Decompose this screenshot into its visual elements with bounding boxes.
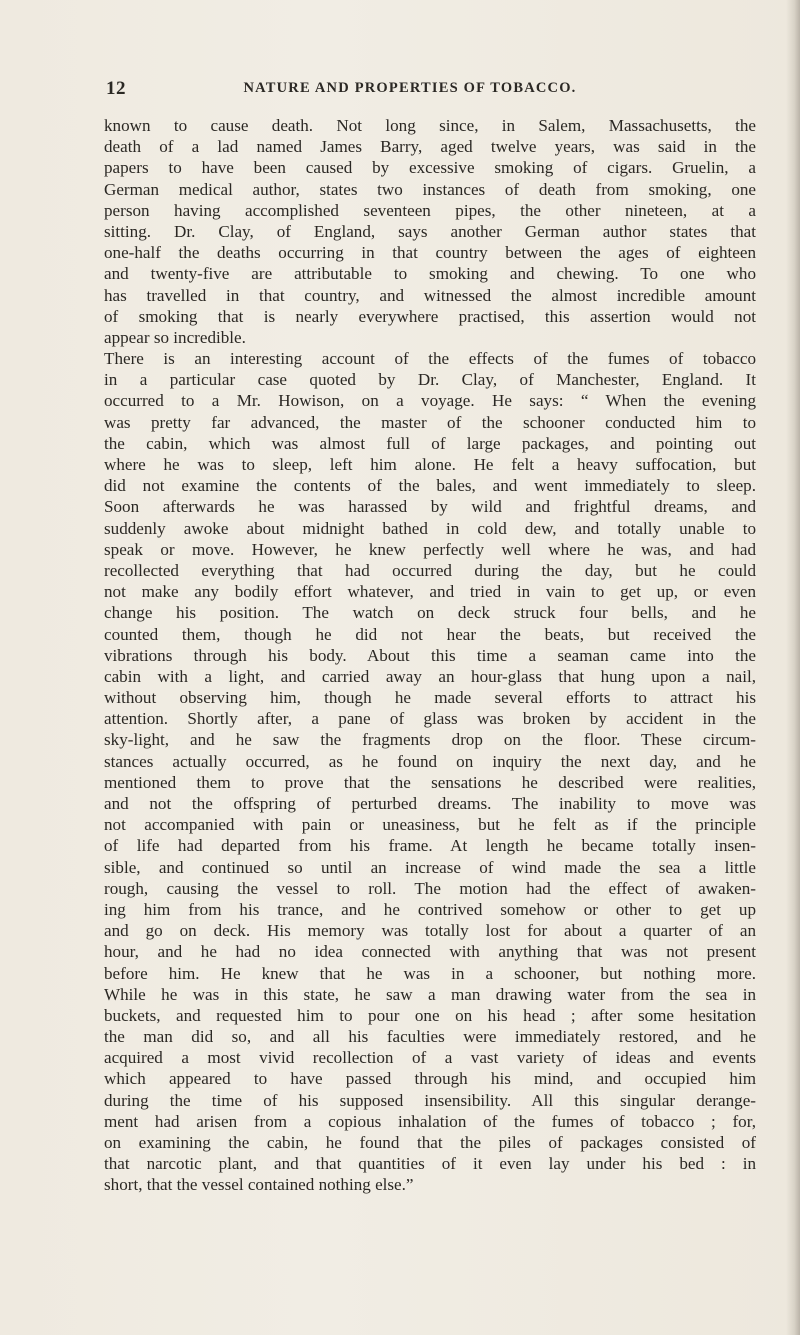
text-line: speak or move. However, he knew perfectly well where he was, and had (104, 539, 756, 559)
text-line: was pretty far advanced, the master of the schooner conducted him to (104, 412, 756, 432)
text-line: acquired a most vivid recollection of a vast variety of ideas and events (104, 1048, 756, 1068)
body-text (104, 115, 756, 1196)
text-line: on examining the cabin, he found that the piles of packages consisted of (104, 1133, 756, 1152)
text-line: and go on deck. His memory was totally lost for about a quarter of an (104, 921, 756, 941)
page-header (0, 78, 800, 102)
text-line: and twenty-five are attributable to smoking and chewing. To one who (104, 264, 756, 284)
text-line: vibrations through his body. About this time a seaman came into the (104, 645, 756, 665)
text-line: cabin with a light, and carried away an hour-glass that hung upon a nail, (104, 666, 756, 686)
text-line: appear so incredible. (104, 327, 246, 347)
text-line: ing him from his trance, and he contrived somehow or other to get up (104, 899, 756, 919)
text-line: not make any bodily effort whatever, and tried in vain to get up, or even (104, 582, 756, 602)
text-line: sky-light, and he saw the fragments drop on the floor. These circum- (104, 730, 756, 750)
text-line: change his position. The watch on deck struck four bells, and he (104, 603, 756, 623)
text-line: short, that the vessel contained nothing else.” (104, 1175, 414, 1195)
text-line: sitting. Dr. Clay, of England, says another German author states that (104, 221, 756, 241)
text-line: before him. He knew that he was in a schooner, but nothing more. (104, 963, 756, 983)
text-line: of smoking that is nearly everywhere practised, this assertion would not (104, 306, 756, 326)
text-line: one-half the deaths occurring in that country between the ages of eighteen (104, 243, 756, 263)
text-line: occurred to a Mr. Howison, on a voyage. He says: “ When the evening (104, 391, 756, 411)
text-line: the man did so, and all his faculties were immediately restored, and he (104, 1027, 756, 1047)
page-number: 12 (106, 78, 126, 99)
text-line: suddenly awoke about midnight bathed in cold dew, and totally unable to (104, 518, 756, 538)
text-line: papers to have been caused by excessive smoking of cigars. Gruelin, a (104, 158, 756, 178)
text-line: counted them, though he did not hear the beats, but received the (104, 624, 756, 644)
text-line: and not the offspring of perturbed dreams. The inability to move was (104, 794, 756, 813)
text-line: hour, and he had no idea connected with anything that was not present (104, 942, 756, 962)
text-line: rough, causing the vessel to roll. The motion had the effect of awaken- (104, 878, 756, 898)
text-line: known to cause death. Not long since, in Salem, Massachusetts, the (104, 116, 756, 135)
text-line: stances actually occurred, as he found on inquiry the next day, and he (104, 751, 756, 771)
text-line: recollected everything that had occurred during the day, but he could (104, 560, 756, 580)
text-line: buckets, and requested him to pour one on his head ; after some hesitation (104, 1005, 756, 1025)
text-line: sible, and continued so until an increase of wind made the sea a little (104, 857, 756, 877)
text-line: person having accomplished seventeen pipes, the other nineteen, at a (104, 200, 756, 220)
text-line: There is an interesting account of the effects of the fumes of tobacco (104, 349, 756, 369)
text-line: death of a lad named James Barry, aged twelve years, was said in the (104, 137, 756, 157)
text-line: the cabin, which was almost full of large packages, and pointing out (104, 433, 756, 453)
text-line: of life had departed from his frame. At length he became totally insen- (104, 836, 756, 856)
text-line: without observing him, though he made several efforts to attract his (104, 688, 756, 708)
text-line: mentioned them to prove that the sensations he described were realities, (104, 772, 756, 792)
text-line: attention. Shortly after, a pane of glass was broken by accident in the (104, 709, 756, 729)
text-line: not accompanied with pain or uneasiness, but he felt as if the principle (104, 815, 756, 835)
text-line: ment had arisen from a copious inhalation of the fumes of tobacco ; for, (104, 1111, 756, 1131)
text-line: during the time of his supposed insensibility. All this singular derange- (104, 1090, 756, 1110)
text-line: While he was in this state, he saw a man drawing water from the sea in (104, 984, 756, 1004)
text-line: German medical author, states two instances of death from smoking, one (104, 179, 756, 199)
text-line: did not examine the contents of the bales, and went immediately to sleep. (104, 476, 756, 496)
text-line: in a particular case quoted by Dr. Clay, of Manchester, England. It (104, 370, 756, 390)
text-line: where he was to sleep, left him alone. He felt a heavy suffocation, but (104, 455, 756, 474)
running-title: NATURE AND PROPERTIES OF TOBACCO. (243, 80, 577, 96)
text-line: has travelled in that country, and witnessed the almost incredible amount (104, 285, 756, 305)
page-edge-shadow (786, 0, 800, 1335)
text-line: that narcotic plant, and that quantities of it even lay under his bed : in (104, 1154, 756, 1174)
text-line: Soon afterwards he was harassed by wild and frightful dreams, and (104, 497, 756, 517)
text-line: which appeared to have passed through his mind, and occupied him (104, 1069, 756, 1089)
